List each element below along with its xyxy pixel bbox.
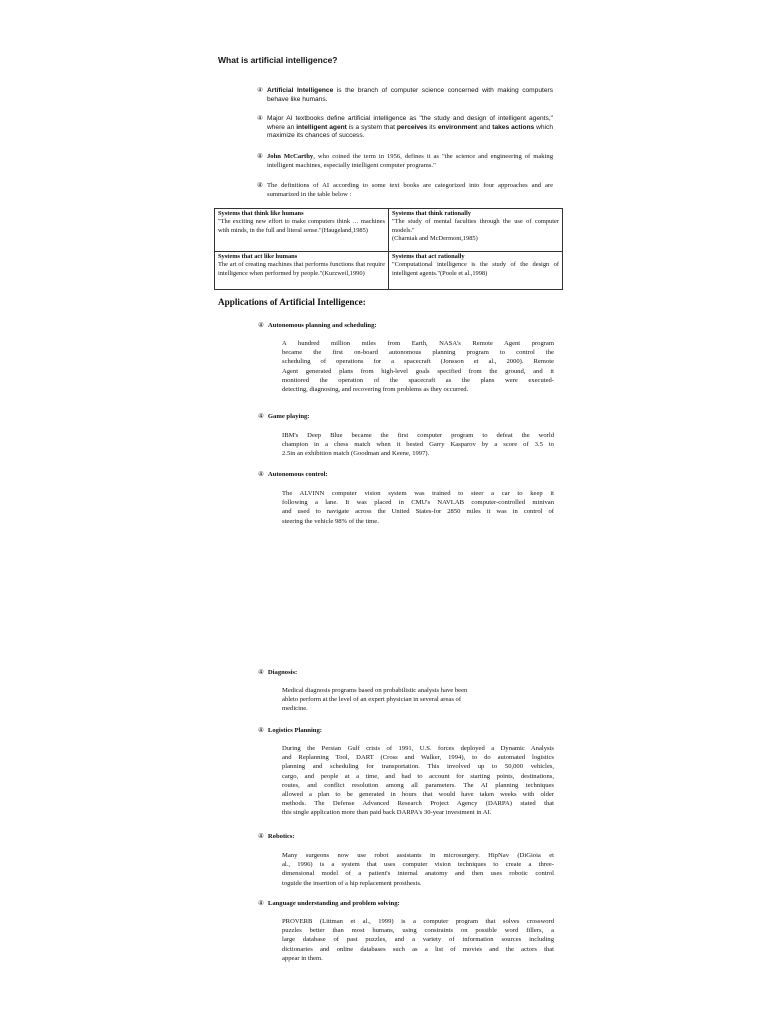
text-line: dimensional model of a patient's internal anatomy and then uses robotic control (282, 870, 554, 878)
text-line: monitored the operation of the spacecraft as the plans were executed- (282, 376, 554, 384)
intro-bullet-4 (257, 182, 553, 199)
ai-definitions-table (214, 208, 563, 290)
text-line: and Replanning Tool, DART (Cross and Walker, 1994), to do automated logistics (282, 754, 554, 762)
bullet-text: its (427, 123, 438, 131)
section-heading-game-playing (258, 412, 310, 420)
text-line: 2.5in an exhibition match (Goodman and Keene, 1997). (282, 450, 430, 458)
intro-bullet-2 (257, 115, 553, 141)
cell-body: "Computational intelligence is the study of the design of intelligent agents."(Poole et al.,1998) (392, 261, 559, 277)
section-body-logistics (282, 744, 554, 818)
bold-term: John McCarthy (267, 153, 314, 160)
bold-term: Artificial Intelligence (267, 87, 334, 94)
section-title: Autonomous control: (267, 471, 328, 478)
cell-heading: Systems that act rationally (392, 253, 465, 260)
text-line: Medical diagnosis programs based on probabilistic analysis have been (282, 687, 468, 694)
text-line: toguide the insertion of a hip replacement prosthesis. (282, 879, 422, 887)
text-line: this single application more than paid back DARPA's 30-year investment in AI. (282, 809, 492, 817)
bullet-marker: ④ (258, 322, 264, 329)
bullet-text: is the branch of computer science concerned with making computers behave like humans. (267, 87, 553, 103)
cell-body: "The study of mental faculties through the use of computer models." (392, 218, 559, 234)
bold-term: intelligent agent (296, 123, 347, 131)
bullet-text: and (477, 123, 493, 131)
bullet-text: , who coined the term in 1956, defines it as "the science and engineering of making intelligent machines, especially intelligent computer programs." (267, 153, 554, 169)
bullet-marker: ④ (258, 471, 264, 478)
text-line: routes, and conflict resolution among all parameters. The AI planning techniques (282, 781, 554, 789)
text-line: methods. The Defense Advanced Research Project Agency (DARPA) stated that (282, 800, 554, 808)
applications-heading: Applications of Artificial Intelligence: (218, 297, 366, 307)
text-line: al., 1996) is a system that uses computer vision techniques to create a three- (282, 861, 554, 869)
text-line: The ALVINN computer vision system was trained to steer a car to keep it (282, 490, 554, 497)
bullet-marker: ④ (257, 87, 263, 94)
text-line: following a lane. It was placed in CMU's NAVLAB computer-controlled minivan (282, 499, 554, 507)
bullet-marker: ④ (257, 115, 263, 122)
text-line: large database of past puzzles, and a variety of information sources including (282, 936, 554, 944)
table-cell-think-rationally (389, 209, 563, 252)
section-heading-diagnosis (258, 668, 297, 676)
bullet-text: The definitions of AI according to some text books are categorized into four approaches and are summarized in the table below : (267, 182, 553, 198)
text-line: medicine. (282, 705, 308, 713)
text-line: became the first on-board autonomous planning program to control the (282, 349, 554, 357)
bullet-text: Major AI textbooks define artificial intelligence as "the study and design of intelligent agents," where an (267, 115, 553, 131)
section-body-planning (282, 339, 554, 394)
cell-body: "The exciting new effort to make computers think … machines with minds, in the full and literal sense."(Haugeland,1985) (218, 218, 385, 234)
intro-bullet-1 (257, 87, 553, 104)
section-title: Logistics Planning: (267, 727, 322, 734)
text-line: cargo, and people at a time, and had to account for starting points, destinations, (282, 772, 554, 780)
text-line: scheduling of operations for a spacecraft (Jonsson et al., 2000). Remote (282, 358, 554, 366)
section-title: Language understanding and problem solving: (267, 900, 400, 907)
text-line: Many surgeons now use robot assistants in microsurgery. HipNav (DiGioia et (282, 852, 554, 859)
bullet-marker: ④ (258, 669, 264, 676)
section-body-diagnosis (282, 686, 554, 714)
text-line: During the Persian Gulf crisis of 1991, U.S. forces deployed a Dynamic Analysis (282, 745, 554, 752)
section-heading-autonomous-control (258, 470, 328, 478)
section-heading-language (258, 899, 400, 907)
text-line: puzzles better than most humans, using constraints on possible word fillers, a (282, 927, 554, 935)
bullet-text: is a system that (346, 123, 397, 131)
section-title: Game playing: (267, 413, 310, 420)
page-title: What is artificial intelligence? (218, 55, 338, 65)
bullet-marker: ④ (258, 900, 264, 907)
text-line: PROVERB (Littman et al., 1999) is a computer program that solves crossword (282, 918, 554, 925)
cell-heading: Systems that think rationally (392, 210, 472, 217)
section-title: Diagnosis: (267, 669, 298, 676)
text-line: and used to navigate across the United States-for 2850 miles it was in control of (282, 508, 554, 516)
text-line: Agent generated plans from high-level goals specified from the ground, and it (282, 367, 554, 375)
section-body-game-playing (282, 431, 554, 459)
text-line: detecting, diagnosing, and recovering from problems as they occurred. (282, 386, 469, 394)
table-cell-act-humans (215, 252, 389, 290)
bullet-marker: ④ (258, 413, 264, 420)
text-line: allowed a plan to be generated in hours that would have taken weeks with older (282, 791, 554, 799)
intro-bullet-3 (257, 153, 554, 170)
bullet-text: which maximize its chances of success. (267, 123, 553, 140)
section-heading-robotics (258, 832, 295, 840)
bold-term: takes actions (492, 123, 535, 131)
table-cell-act-rationally (389, 252, 563, 290)
bullet-marker: ④ (257, 153, 263, 160)
text-line: champion in a chess match when it bested Garry Kasparov by a score of 3.5 to (282, 441, 554, 449)
bullet-marker: ④ (258, 727, 264, 734)
bullet-marker: ④ (258, 833, 264, 840)
text-line: A hundred million miles from Earth, NASA's Remote Agent program (282, 340, 554, 347)
section-title: Autonomous planning and scheduling: (267, 322, 377, 329)
text-line: dictionaries and online databases such as a list of movies and the actors that (282, 945, 554, 953)
section-body-robotics (282, 851, 554, 888)
section-title: Robotics: (267, 833, 295, 840)
cell-citation: (Charniak and McDermont,1985) (392, 234, 478, 242)
section-body-language (282, 917, 554, 963)
bold-term: environment (437, 123, 478, 131)
cell-body: The art of creating machines that performs functions that require intelligence when performed by people."(Kurzweil,1990) (218, 261, 385, 277)
text-line: ableto perform at the level of an expert physician in several areas of (282, 696, 462, 704)
cell-heading: Systems that think like humans (218, 210, 304, 217)
text-line: IBM's Deep Blue became the first computer program to defeat the world (282, 432, 554, 439)
text-line: appear in them. (282, 954, 323, 962)
bold-term: perceives (396, 123, 428, 131)
section-body-autonomous-control (282, 489, 554, 526)
section-heading-logistics (258, 726, 322, 734)
bullet-marker: ④ (257, 182, 263, 189)
text-line: planning and scheduling for transportation. This involved up to 50,000 vehicles, (282, 763, 554, 771)
text-line: steering the vehicle 98% of the time. (282, 517, 379, 525)
section-heading-planning (258, 321, 377, 329)
cell-heading: Systems that act like humans (218, 253, 298, 260)
table-cell-think-humans (215, 209, 389, 252)
